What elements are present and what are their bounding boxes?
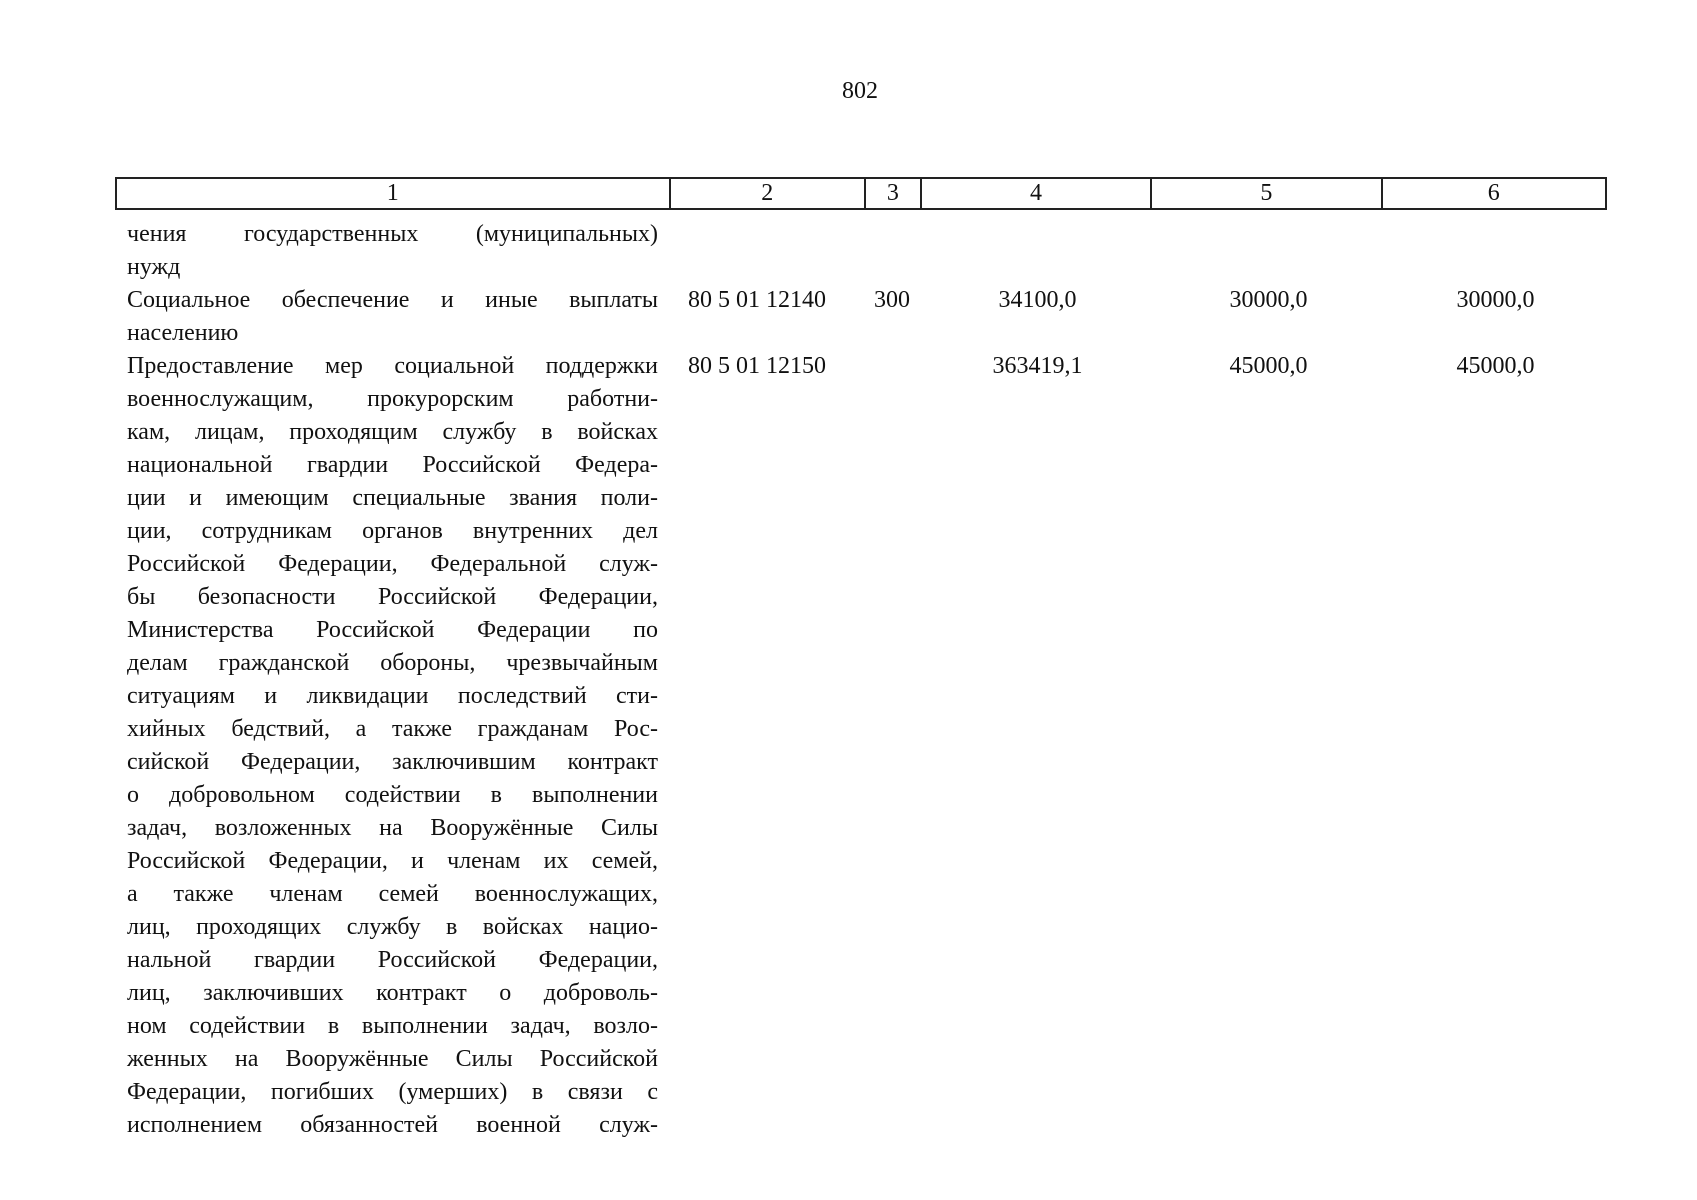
- description-line: Российской Федерации, Федеральной служ-: [127, 551, 658, 577]
- row-description: [115, 350, 670, 1142]
- description-line: Российской Федерации, и членам их семей,: [127, 848, 658, 874]
- description-line: лиц, проходящих службу в войсках нацио-: [127, 914, 658, 940]
- description-line: о добровольном содействии в выполнении: [127, 782, 658, 808]
- table-row: [115, 350, 1607, 1142]
- description-line: делам гражданской обороны, чрезвычайным: [127, 650, 658, 676]
- description-line: хийных бедствий, а также гражданам Рос-: [127, 716, 658, 742]
- column-header-1: 1: [117, 179, 671, 208]
- column-header-3: 3: [866, 179, 922, 208]
- row-value-5: 30000,0: [1229, 287, 1308, 313]
- column-header-5: 5: [1152, 179, 1382, 208]
- row-value-4: 363419,1: [992, 353, 1083, 379]
- row-value-5: 45000,0: [1229, 353, 1308, 379]
- description-line: исполнением обязанностей военной служ-: [127, 1112, 658, 1138]
- description-line: нальной гвардии Российской Федерации,: [127, 947, 658, 973]
- column-header-2: 2: [671, 179, 866, 208]
- description-line: сийской Федерации, заключившим контракт: [127, 749, 658, 775]
- page-number: 802: [842, 78, 878, 104]
- row-description: [115, 284, 670, 350]
- table-row: [115, 218, 1607, 284]
- description-line: чения государственных (муниципальных): [127, 221, 658, 247]
- description-line: населению: [127, 320, 239, 346]
- row-value-5: [1153, 218, 1384, 284]
- row-code: 80 5 01 12150: [688, 353, 826, 379]
- description-line: ции и имеющим специальные звания поли-: [127, 485, 658, 511]
- row-value-4: 34100,0: [998, 287, 1077, 313]
- column-header-6: 6: [1487, 180, 1500, 206]
- description-line: ситуациям и ликвидации последствий сти-: [127, 683, 658, 709]
- row-value-6: 30000,0: [1456, 287, 1535, 313]
- row-type: 300: [874, 287, 910, 313]
- description-line: национальной гвардии Российской Федера-: [127, 452, 658, 478]
- description-line: а также членам семей военнослужащих,: [127, 881, 658, 907]
- description-line: задач, возложенных на Вооружённые Силы: [127, 815, 658, 841]
- row-type: [866, 218, 922, 284]
- row-code: 80 5 01 12140: [688, 287, 826, 313]
- description-line: кам, лицам, проходящим службу в войсках: [127, 419, 658, 445]
- description-line: ции, сотрудникам органов внутренних дел: [127, 518, 658, 544]
- description-line: женных на Вооружённые Силы Российской: [127, 1046, 658, 1072]
- description-line: бы безопасности Российской Федерации,: [127, 584, 658, 610]
- description-line: Предоставление мер социальной поддержки: [127, 353, 658, 379]
- row-value-6: [1384, 218, 1607, 284]
- table-header: [115, 177, 1607, 210]
- description-line: Министерства Российской Федерации по: [127, 617, 658, 643]
- description-line: Федерации, погибших (умерших) в связи с: [127, 1079, 658, 1105]
- row-code: [670, 218, 866, 284]
- description-line: ном содействии в выполнении задач, возло-: [127, 1013, 658, 1039]
- row-value-6: 45000,0: [1456, 353, 1535, 379]
- description-line: лиц, заключивших контракт о доброволь-: [127, 980, 658, 1006]
- column-header-4: 4: [922, 179, 1152, 208]
- description-line: военнослужащим, прокурорским работни-: [127, 386, 658, 412]
- description-line: нужд: [127, 254, 181, 280]
- row-type: [866, 350, 922, 1142]
- table-row: [115, 284, 1607, 350]
- description-line: Социальное обеспечение и иные выплаты: [127, 287, 658, 313]
- table-body: [115, 218, 1607, 1142]
- row-value-4: [922, 218, 1153, 284]
- row-description: [115, 218, 670, 284]
